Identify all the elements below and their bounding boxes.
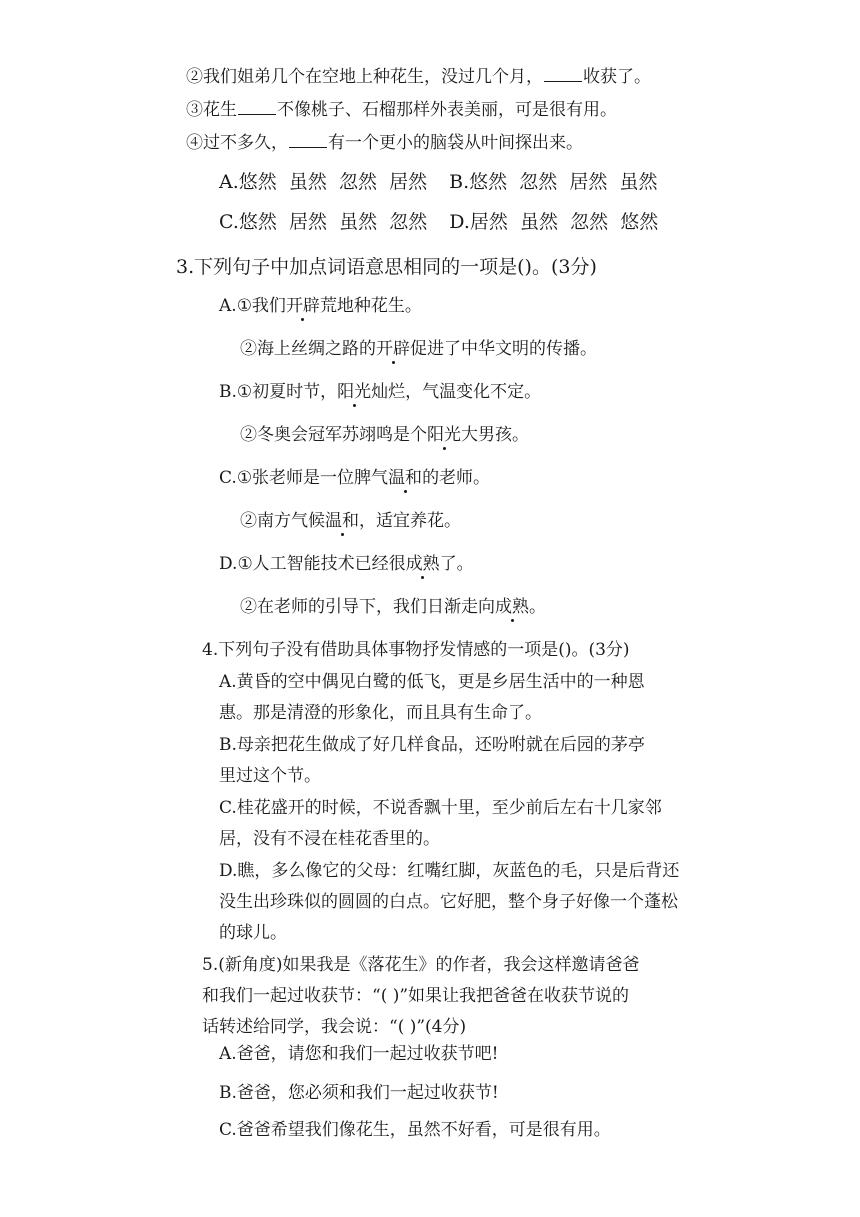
q5-option-c: C.爸爸希望我们像花生，虽然不好看，可是很有用。	[219, 1120, 611, 1140]
q3-option-a-2: ②海上丝绸之路的开辟促进了中华文明的传播。	[240, 339, 597, 359]
q2-sentence-3: ③花生 不像桃子、石榴那样外表美丽，可是很有用。	[186, 100, 617, 120]
q3-option-d-1: D.①人工智能技术已经很成熟了。	[219, 554, 474, 574]
q4-option-b-line-1: B.母亲把花生做成了好几样食品，还吩咐就在后园的茅亭	[219, 735, 645, 755]
q3-option-c-2: ②南方气候温和，适宜养花。	[240, 511, 461, 531]
dotted-word: 开辟	[285, 296, 320, 316]
q4-option-d-line-3: 的球儿。	[219, 923, 287, 943]
q5-stem-line-2: 和我们一起过收获节：“( )”如果让我把爸爸在收获节说的	[202, 986, 630, 1006]
dotted-word: 温和	[388, 468, 423, 488]
q2-option-a: A.悠然 虽然 忽然 居然	[219, 171, 428, 193]
q5-stem-line-3: 话转述给同学，我会说：“( )”(4分)	[202, 1017, 467, 1037]
q2-options-row-1	[219, 169, 674, 195]
q4-option-c-line-1: C.桂花盛开的时候，不说香飘十里，至少前后左右十几家邻	[219, 798, 662, 818]
dotted-word: 阳光	[427, 425, 461, 445]
q4-option-a-line-1: A.黄昏的空中偶见白鹭的低飞，更是乡居生活中的一种恩	[219, 672, 645, 692]
answer-blank	[544, 67, 582, 82]
answer-blank	[238, 100, 276, 115]
dotted-word: 阳光	[337, 382, 372, 402]
q2-options-row-2	[219, 209, 674, 235]
q4-option-d-line-1: D.瞧，多么像它的父母：红嘴红脚，灰蓝色的毛，只是后背还	[219, 861, 680, 881]
q5-option-a: A.爸爸，请您和我们一起过收获节吧!	[219, 1044, 499, 1064]
q2-option-d: D.居然 虽然 忽然 悠然	[449, 211, 659, 233]
dotted-word: 成熟	[495, 597, 529, 617]
dotted-word: 温和	[325, 511, 359, 531]
q4-option-b-line-2: 里过这个节。	[219, 766, 321, 786]
q4-option-a-line-2: 惠。那是清澄的形象化，而且具有生命了。	[219, 703, 542, 723]
q4-stem: 4.下列句子没有借助具体事物抒发情感的一项是()。(3分)	[202, 640, 630, 660]
dotted-word: 开辟	[376, 339, 410, 359]
q3-stem: 3.下列句子中加点词语意思相同的一项是()。(3分)	[176, 256, 597, 278]
q5-option-b: B.爸爸，您必须和我们一起过收获节!	[219, 1083, 499, 1103]
q4-option-d-line-2: 没生出珍珠似的圆圆的白点。它好肥，整个身子好像一个蓬松	[219, 892, 678, 912]
q2-sentence-4: ④过不多久， 有一个更小的脑袋从叶间探出来。	[186, 133, 583, 153]
q4-option-c-line-2: 居，没有不浸在桂花香里的。	[219, 829, 440, 849]
q3-option-b-2: ②冬奥会冠军苏翊鸣是个阳光大男孩。	[240, 425, 529, 445]
q3-option-b-1: B.①初夏时节，阳光灿烂，气温变化不定。	[219, 382, 542, 402]
q2-option-b: B.悠然 忽然 居然 虽然	[449, 171, 658, 193]
q2-option-c: C.悠然 居然 虽然 忽然	[219, 211, 428, 233]
q5-stem-line-1: 5.(新角度)如果我是《落花生》的作者，我会这样邀请爸爸	[202, 955, 640, 975]
q2-sentence-2: ②我们姐弟几个在空地上种花生，没过几个月， 收获了。	[186, 67, 651, 87]
q3-option-d-2: ②在老师的引导下，我们日渐走向成熟。	[240, 597, 546, 617]
dotted-word: 成熟	[405, 554, 440, 574]
q3-option-a-1: A.①我们开辟荒地种花生。	[219, 296, 422, 316]
q3-option-c-1: C.①张老师是一位脾气温和的老师。	[219, 468, 491, 488]
answer-blank	[289, 133, 327, 148]
